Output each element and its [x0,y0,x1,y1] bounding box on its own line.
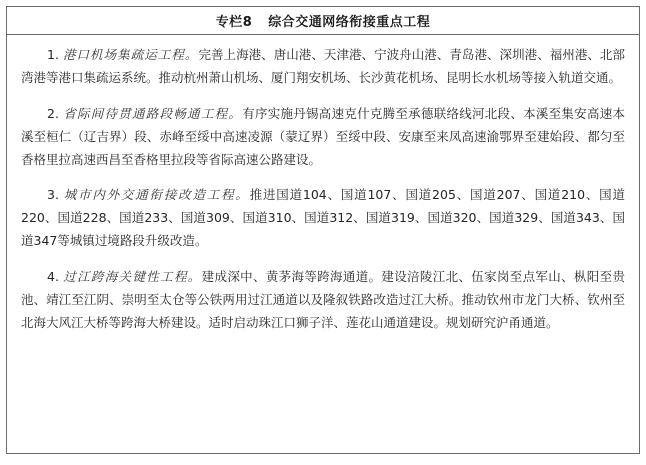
item-number: 4. [47,268,59,284]
item-heading: 城市内外交通衔接改造工程。 [63,187,250,202]
item-number: 3. [47,187,59,202]
project-item-urban-connections [21,183,625,252]
project-item-interprovincial-roads [21,102,625,171]
box-title: 综合交通网络衔接重点工程 [268,15,431,30]
box-header [7,7,639,35]
project-item-port-airport [21,43,625,89]
box-body [7,35,639,334]
item-text: 完善上海港、唐山港、天津港、宁波舟山港、青岛港、深圳港、福州港、北部湾港等港口集疏运系统。推动杭州萧山机场、厦门翔安机场、长沙黄花机场、昆明长水机场等接入轨道交通。 [21,47,625,85]
item-number: 2. [47,105,59,121]
item-text: 有序实施丹锡高速克什克腾至承德联络线河北段、本溪至集安高速本溪至桓仁（辽吉界）段、赤峰至绥中高速凌源（蒙辽界）至绥中段、安康至来凤高速渝鄂界至建始段、都匀至香格里拉高速西昌至香格里拉段等省际高速公路建设。 [21,105,625,167]
item-heading: 过江跨海关键性工程。 [63,268,202,284]
item-heading: 省际间待贯通路段畅通工程。 [63,105,243,121]
item-number: 1. [47,47,59,62]
item-text: 建成深中、黄茅海等跨海通道。建设涪陵江北、伍家岗至点军山、枞阳至贵池、靖江至江阴、崇明至太仓等公铁两用过江通道以及隆叙铁路改造过江大桥。推动钦州市龙门大桥、钦州至北海大风江大桥等跨海大桥建设。适时启动珠江口狮子洋、莲花山通道建设。规划研究沪甬通道。 [21,268,625,330]
box-label: 专栏8 [215,15,253,30]
project-item-river-sea-crossings [21,265,625,334]
feature-box [6,6,640,454]
item-text: 推进国道104、国道107、国道205、国道207、国道210、国道220、国道228、国道233、国道309、国道310、国道312、国道319、国道320、国道329、国道343、国道347等城镇过境路段升级改造。 [21,187,625,248]
item-heading: 港口机场集疏运工程。 [62,47,199,62]
